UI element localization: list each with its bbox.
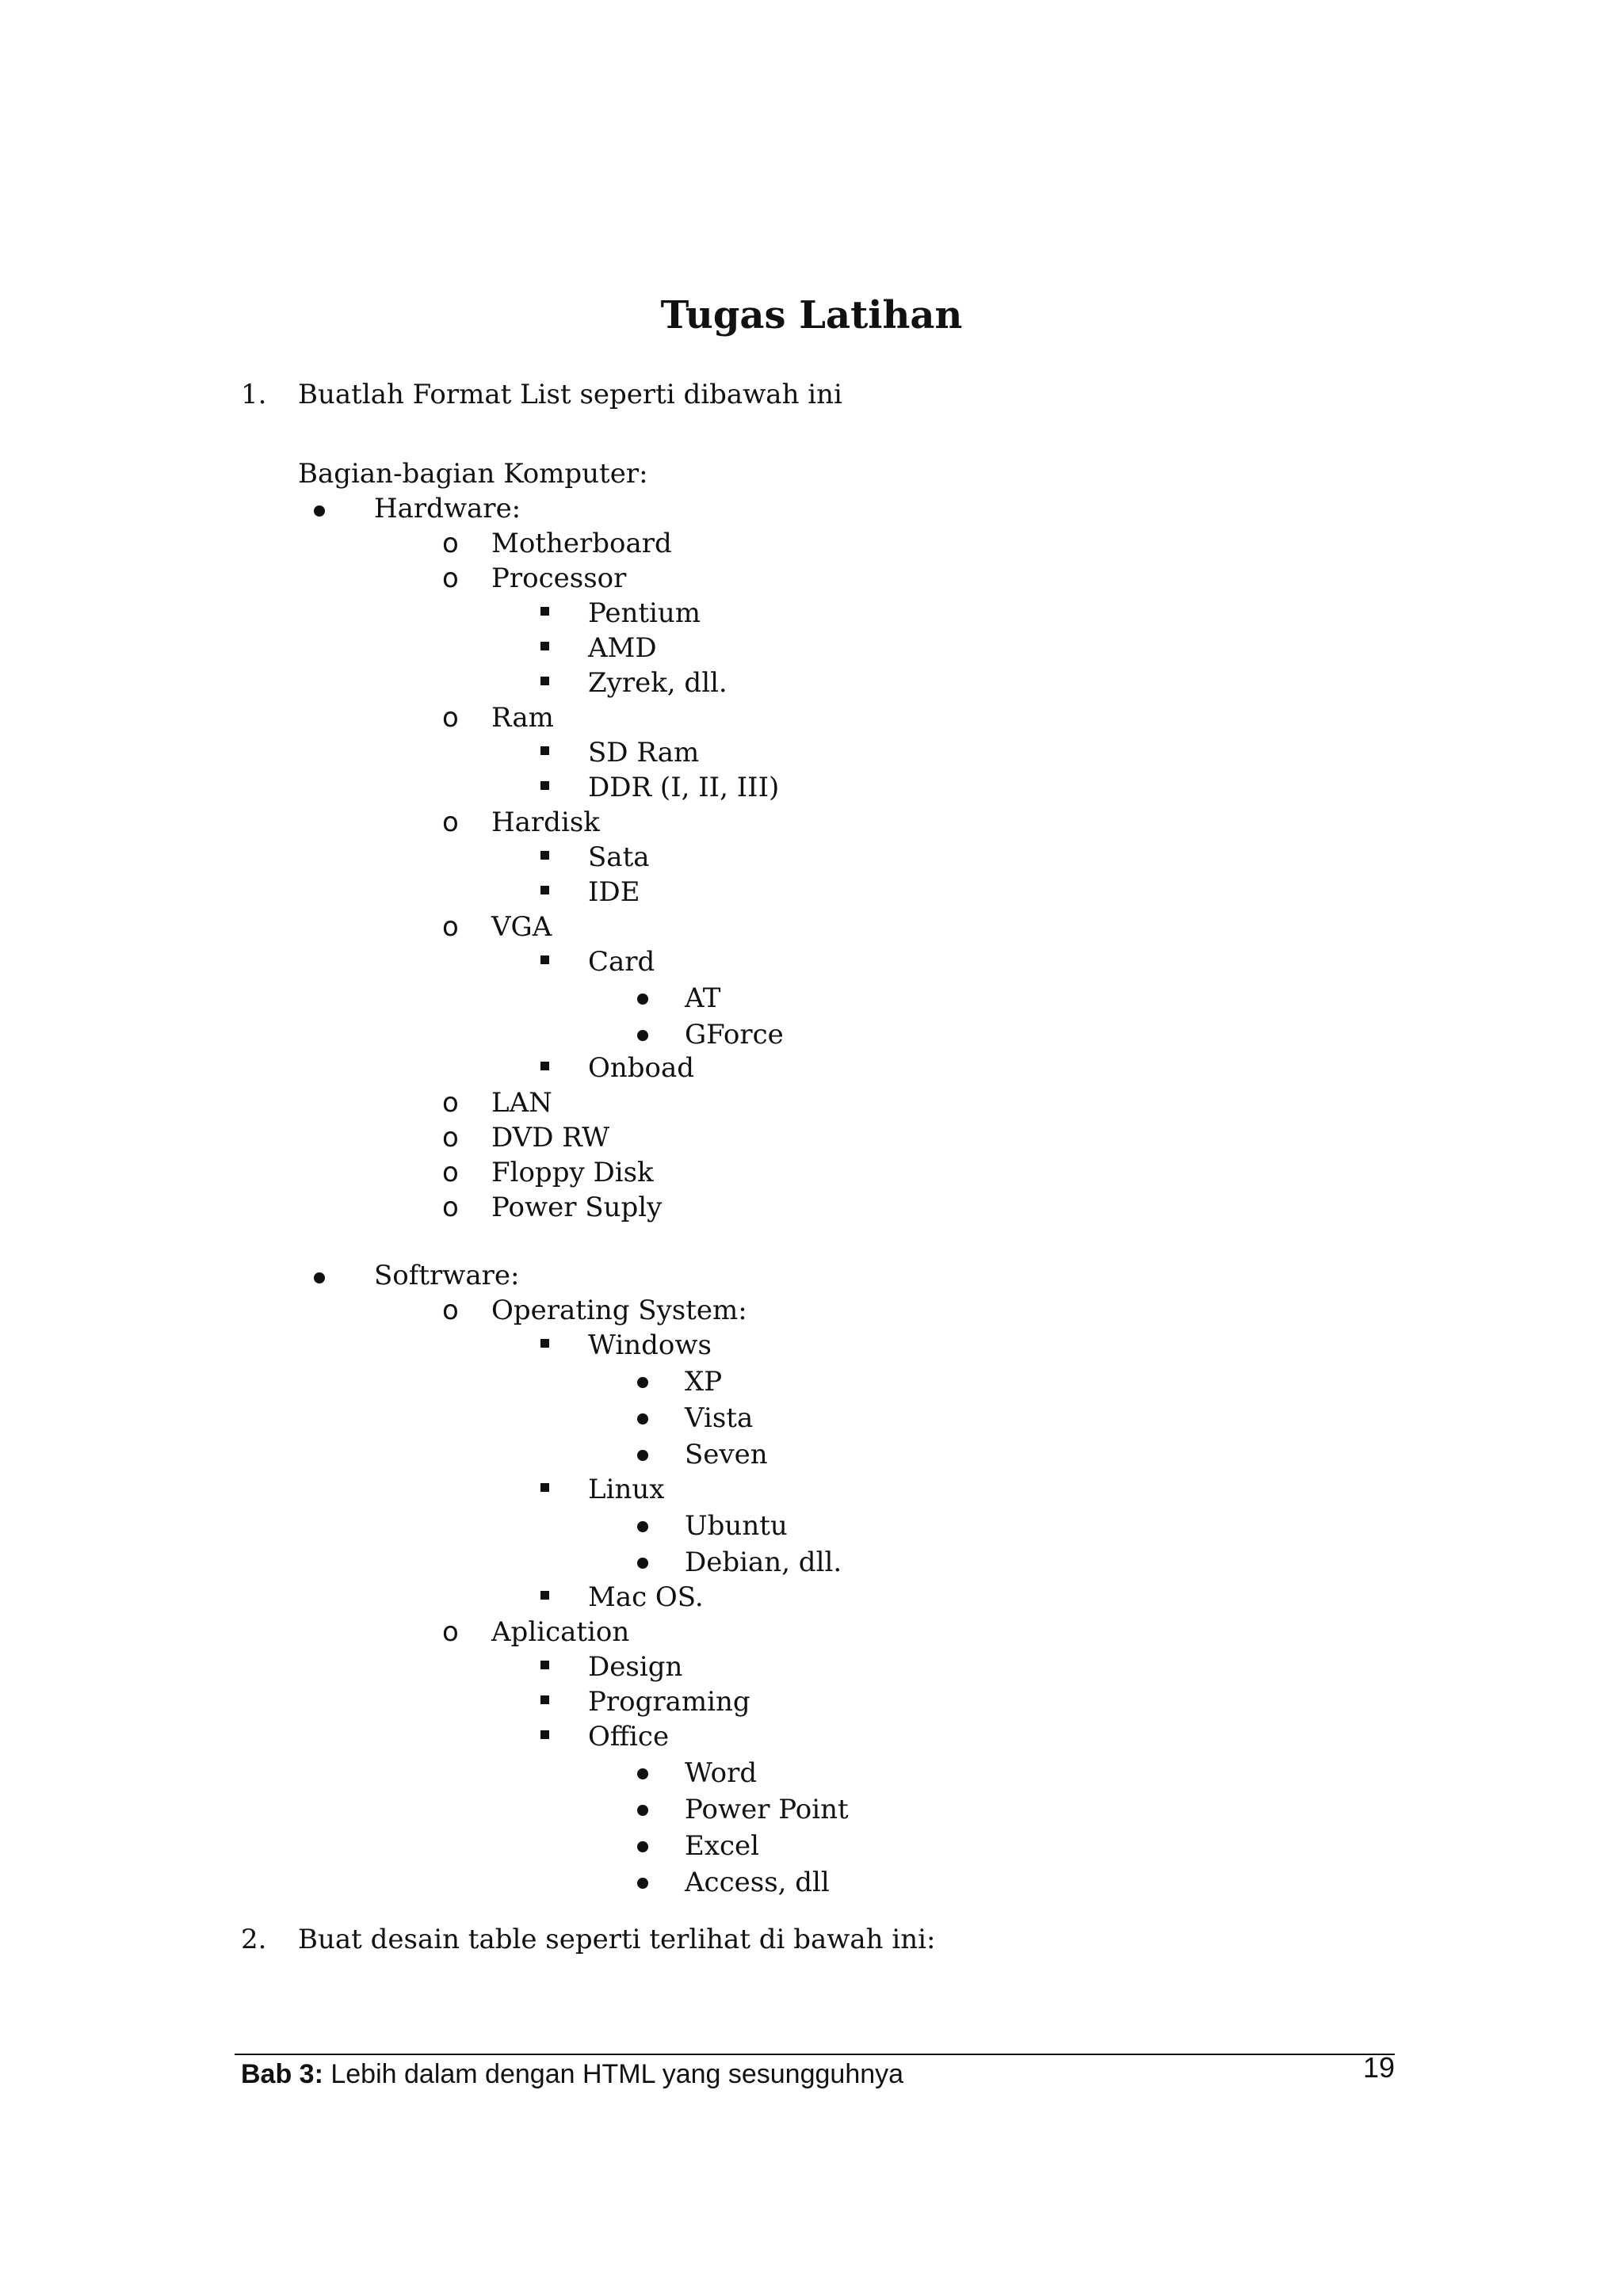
- list-item-office: Office: [588, 1721, 670, 1753]
- list-item-vista: Vista: [685, 1402, 754, 1434]
- circle-bullet-icon: o: [442, 702, 459, 734]
- list-item-debian: Debian, dll.: [685, 1547, 842, 1578]
- list-item-xp: XP: [685, 1366, 723, 1398]
- list-item-macos: Mac OS.: [588, 1581, 704, 1613]
- bullet-disc-icon: [637, 1558, 648, 1569]
- square-bullet-icon: [540, 1062, 549, 1070]
- bullet-disc-icon: [637, 994, 648, 1005]
- bullet-disc-icon: [637, 1377, 648, 1388]
- bullet-disc-icon: [314, 1272, 325, 1283]
- circle-bullet-icon: o: [442, 1157, 459, 1188]
- square-bullet-icon: [540, 607, 549, 616]
- square-bullet-icon: [540, 1661, 549, 1669]
- list-item-os: Operating System:: [491, 1295, 747, 1326]
- list-item-card: Card: [588, 946, 655, 978]
- list-item-programing: Programing: [588, 1686, 750, 1718]
- list-item-hardisk: Hardisk: [491, 807, 600, 838]
- list-item-floppy: Floppy Disk: [491, 1157, 654, 1188]
- square-bullet-icon: [540, 746, 549, 755]
- list-item-windows: Windows: [588, 1329, 712, 1361]
- task1-number: 1.: [241, 379, 267, 410]
- square-bullet-icon: [540, 955, 549, 964]
- list-item-lan: LAN: [491, 1087, 552, 1119]
- circle-bullet-icon: o: [442, 807, 459, 838]
- page-number: 19: [1363, 2051, 1396, 2084]
- list-item-design: Design: [588, 1651, 683, 1683]
- list-item-powerpoint: Power Point: [685, 1794, 849, 1825]
- bullet-disc-icon: [637, 1878, 648, 1889]
- list-item-vga: VGA: [491, 911, 552, 943]
- list-item-pentium: Pentium: [588, 597, 701, 629]
- circle-bullet-icon: o: [442, 1122, 459, 1154]
- square-bullet-icon: [540, 642, 549, 650]
- circle-bullet-icon: o: [442, 1616, 459, 1648]
- page-title: Tugas Latihan: [660, 293, 963, 338]
- software-label: Softrware:: [374, 1260, 520, 1291]
- task1-text: Buatlah Format List seperti dibawah ini: [298, 379, 842, 410]
- bullet-disc-icon: [637, 1521, 648, 1532]
- square-bullet-icon: [540, 851, 549, 860]
- square-bullet-icon: [540, 1730, 549, 1739]
- list-item-access: Access, dll: [685, 1867, 830, 1898]
- list-item-ram: Ram: [491, 702, 554, 734]
- list-item-amd: AMD: [588, 632, 657, 664]
- list-item-dvdrw: DVD RW: [491, 1122, 610, 1154]
- square-bullet-icon: [540, 1591, 549, 1600]
- bullet-disc-icon: [637, 1413, 648, 1425]
- circle-bullet-icon: o: [442, 1192, 459, 1223]
- list-intro: Bagian-bagian Komputer:: [298, 458, 648, 490]
- hardware-label: Hardware:: [374, 493, 521, 524]
- bullet-disc-icon: [637, 1768, 648, 1779]
- list-item-ubuntu: Ubuntu: [685, 1510, 788, 1542]
- square-bullet-icon: [540, 677, 549, 685]
- list-item-ddr: DDR (I, II, III): [588, 772, 780, 803]
- list-item-at: AT: [685, 982, 721, 1014]
- circle-bullet-icon: o: [442, 563, 459, 594]
- footer-caption: [241, 2057, 903, 2092]
- task2-number: 2.: [241, 1924, 267, 1955]
- list-item-motherboard: Motherboard: [491, 528, 672, 559]
- list-item-linux: Linux: [588, 1474, 665, 1505]
- footer-chapter: Bab 3:: [241, 2059, 323, 2089]
- list-item-zyrek: Zyrek, dll.: [588, 667, 727, 699]
- bullet-disc-icon: [637, 1030, 648, 1041]
- circle-bullet-icon: o: [442, 1087, 459, 1119]
- square-bullet-icon: [540, 886, 549, 894]
- square-bullet-icon: [540, 1339, 549, 1348]
- circle-bullet-icon: o: [442, 528, 459, 559]
- bullet-disc-icon: [314, 505, 325, 517]
- list-item-seven: Seven: [685, 1439, 768, 1470]
- bullet-disc-icon: [637, 1450, 648, 1461]
- list-item-sdram: SD Ram: [588, 737, 700, 769]
- footer-divider: [235, 2054, 1395, 2055]
- list-item-aplication: Aplication: [491, 1616, 630, 1648]
- square-bullet-icon: [540, 1483, 549, 1492]
- list-item-ide: IDE: [588, 876, 640, 908]
- list-item-onboad: Onboad: [588, 1052, 695, 1084]
- circle-bullet-icon: o: [442, 1295, 459, 1326]
- footer-subtitle: Lebih dalam dengan HTML yang sesungguhnya: [323, 2059, 904, 2089]
- square-bullet-icon: [540, 1695, 549, 1704]
- list-item-sata: Sata: [588, 841, 650, 873]
- bullet-disc-icon: [637, 1841, 648, 1852]
- list-item-power: Power Suply: [491, 1192, 663, 1223]
- list-item-gforce: GForce: [685, 1019, 784, 1051]
- bullet-disc-icon: [637, 1805, 648, 1816]
- square-bullet-icon: [540, 781, 549, 790]
- list-item-processor: Processor: [491, 563, 627, 594]
- list-item-word: Word: [685, 1757, 758, 1789]
- circle-bullet-icon: o: [442, 911, 459, 943]
- task2-text: Buat desain table seperti terlihat di bawah ini:: [298, 1924, 936, 1955]
- list-item-excel: Excel: [685, 1830, 760, 1862]
